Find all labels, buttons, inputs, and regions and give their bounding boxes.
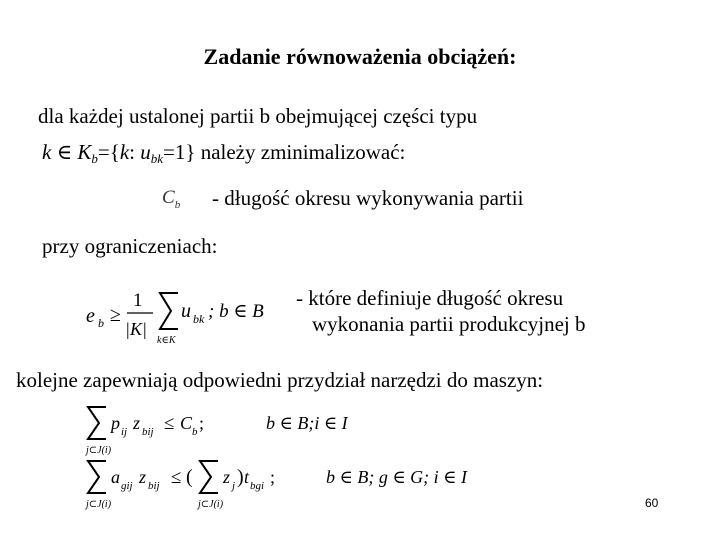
set-colon: : [129, 140, 141, 164]
z-subscript: bij [142, 426, 154, 438]
sum-subscript: j⊂J(i) [86, 499, 112, 510]
constraints-label: przy ograniczeniach: [42, 234, 218, 258]
constraint-3-condition: b ∈ B; g ∈ G; i ∈ I [326, 467, 467, 487]
t-subscript: bgi [250, 480, 265, 492]
set-open: ={ [97, 140, 120, 164]
objective-description: - długość okresu wykonywania partii [212, 186, 524, 210]
slide-title: Zadanie równoważenia obciążeń: [203, 44, 517, 69]
C-symbol: C [162, 187, 175, 208]
z-symbol: z [139, 467, 147, 487]
fraction-denominator: |K| [125, 319, 147, 339]
C-subscript: b [192, 426, 198, 438]
k-symbol: k [42, 140, 52, 164]
sum-subscript: k∈K [157, 335, 176, 346]
open-paren: ( [186, 466, 193, 488]
page-number: 60 [645, 496, 659, 510]
a-subscript: gij [121, 480, 133, 492]
element-of-symbol: ∈ [56, 140, 73, 164]
fraction-numerator: 1 [133, 290, 143, 311]
constraint-1-description-line-2: wykonania partii produkcyjnej b [312, 312, 586, 336]
constraint-1-description-line-1: - które definiuje długość okresu [296, 286, 564, 310]
leq-symbol: ≤ [164, 413, 175, 434]
C-subscript: b [174, 199, 181, 211]
u-subscript: bk [193, 312, 205, 326]
K-symbol: K [77, 140, 92, 164]
close-paren: ) [237, 466, 244, 488]
geq-symbol: ≥ [110, 304, 121, 326]
u-symbol: u [140, 140, 151, 164]
intro-line-2 [42, 140, 405, 165]
k-symbol-2: k [119, 140, 130, 164]
K-subscript: b [91, 151, 98, 166]
e-subscript: b [98, 316, 104, 330]
objective-symbol [162, 187, 180, 209]
p-subscript: ij [121, 426, 128, 438]
a-symbol: a [111, 467, 120, 487]
C-symbol: C [180, 413, 193, 433]
sum-sign [88, 407, 106, 439]
z-subscript: bij [148, 480, 160, 492]
constraint-3-formula [82, 456, 342, 518]
closing-text: kolejne zapewniają odpowiedni przydział narzędzi do maszyn: [16, 368, 544, 392]
t-symbol: t [244, 467, 250, 487]
semicolon: ; [270, 467, 276, 487]
z-symbol: z [133, 413, 141, 433]
semicolon: ; [199, 413, 205, 433]
e-symbol: e [86, 305, 95, 327]
z-symbol-2: z [223, 467, 231, 487]
inner-sum-subscript: j⊂J(i) [198, 499, 224, 510]
inner-sum-sign [200, 461, 218, 493]
p-symbol: p [111, 413, 120, 433]
constraint-1-formula [80, 280, 280, 346]
sum-sign [88, 461, 106, 493]
z-subscript-2: j [232, 480, 236, 492]
u-subscript: bk [150, 151, 164, 166]
intro-line-1: dla każdej ustalonej partii b obejmującej części typu [38, 104, 478, 128]
sum-sign [160, 293, 178, 329]
leq-symbol: ≤ [171, 467, 182, 488]
constraint-2-condition: b ∈ B;i ∈ I [266, 413, 348, 433]
condition: ; b ∈ B [208, 301, 264, 322]
u-symbol: u [181, 300, 191, 322]
intro-rest: =1} należy zminimalizować: [163, 140, 406, 164]
sum-subscript: j⊂J(i) [86, 445, 112, 456]
